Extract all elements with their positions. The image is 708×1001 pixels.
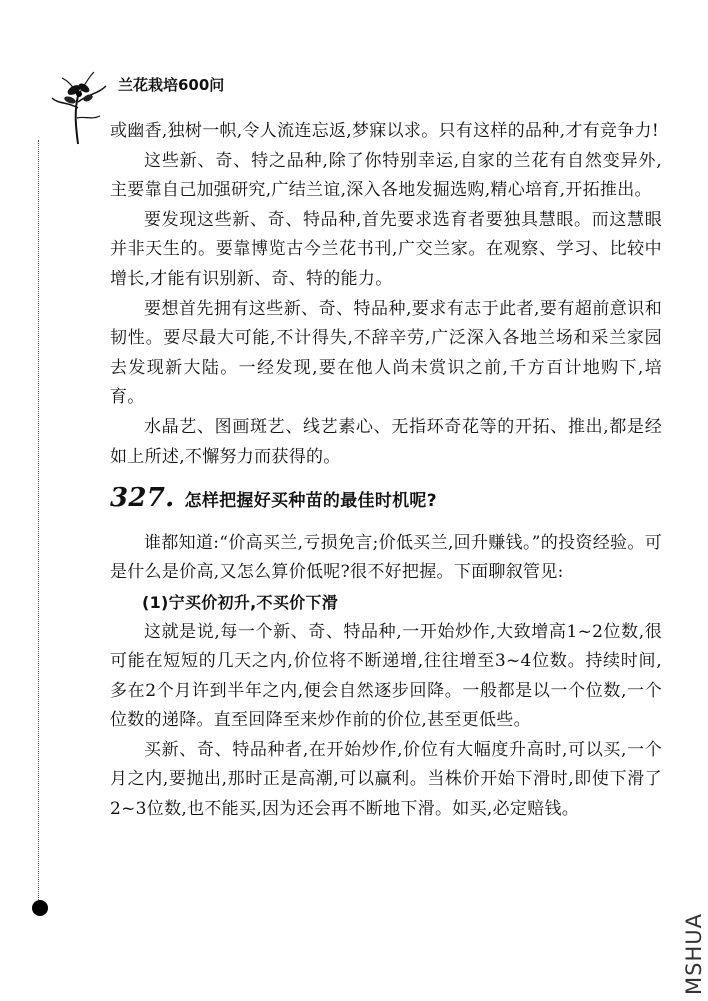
- paragraph: 水晶艺、图画斑艺、线艺素心、无指环奇花等的开拓、推出,都是经如上所述,不懈努力而获得的。: [110, 416, 662, 467]
- paragraph: 买新、奇、特品种者,在开始炒作,价位有大幅度升高时,可以买,一个月之内,要抛出,那时正是高潮,可以赢利。当株价开始下滑时,即使下滑了2~3位数,也不能买,因为还会再不断地下滑。如买,必定赔钱。: [110, 739, 662, 820]
- paragraph: 要发现这些新、奇、特品种,首先要求选育者要独具慧眼。而这慧眼并非天生的。要靠博览古今兰花书刊,广交兰家。在观察、学习、比较中增长,才能有识别新、奇、特的能力。: [110, 209, 662, 289]
- question-title: 怎样把握好买种苗的最佳时机呢?: [184, 491, 437, 512]
- paragraph: 这些新、奇、特之品种,除了你特别幸运,自家的兰花有自然变异外,主要靠自己加强研究,广结兰谊,深入各地发掘选购,精心培育,开拓推出。: [110, 150, 662, 201]
- paragraph: 谁都知道:“价高买兰,亏损免言;价低买兰,回升赚钱。”的投资经验。可是什么是价高,又怎么算价低呢?很不好把握。下面聊叙管见:: [110, 532, 662, 583]
- margin-dot-icon: [32, 900, 48, 916]
- running-head: 兰花栽培600问: [118, 76, 225, 94]
- paragraph: 或幽香,独树一帜,令人流连忘返,梦寐以求。只有这样的品种,才有竞争力!: [110, 121, 659, 141]
- question-number: 327.: [110, 483, 175, 514]
- question-heading: [110, 484, 662, 517]
- subsection-heading: (1)宁买价初升,不买价下滑: [142, 592, 339, 612]
- body-text: [110, 117, 662, 825]
- watermark: MSHUA: [682, 913, 706, 995]
- paragraph: 要想首先拥有这些新、奇、特品种,要求有志于此者,要有超前意识和韧性。要尽最大可能,不计得失,不辞辛劳,广泛深入各地兰场和采兰家园去发现新大陆。一经发现,要在他人尚未赏识之前,千方百计地购下,培育。: [110, 298, 662, 408]
- margin-dotted-rule: [38, 140, 39, 900]
- orchid-illustration-icon: [48, 68, 110, 146]
- paragraph: 这就是说,每一个新、奇、特品种,一开始炒作,大致增高1~2位数,很可能在短短的几天之内,价位将不断递增,往往增至3~4位数。持续时间,多在2个月许到半年之内,便会自然逐步回降。一般都是以一个位数,一个位数的递降。直至回降至来炒作前的价位,甚至更低些。: [110, 621, 662, 731]
